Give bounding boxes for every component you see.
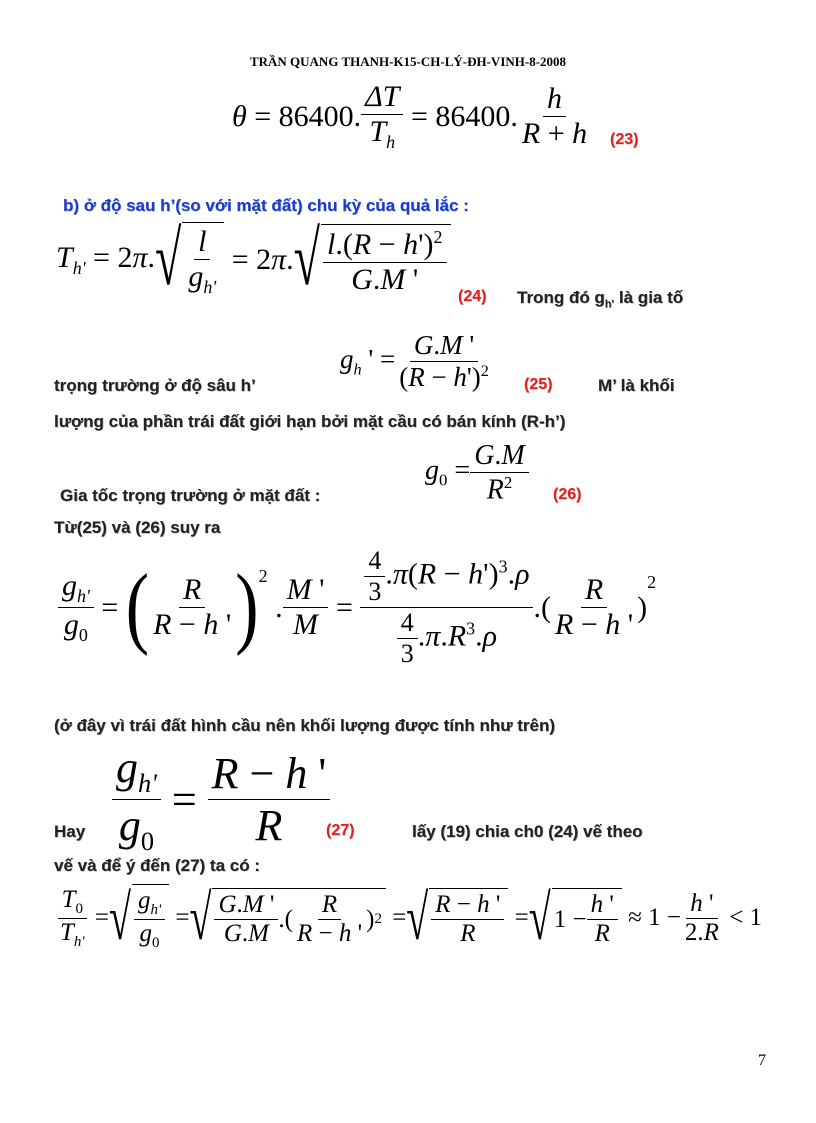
equation-25-label: (25) [524, 376, 553, 393]
text-24-main: Trong đó g [517, 288, 605, 307]
text-hay: Hay [54, 822, 86, 841]
text-mass: lượng của phần trái đất giới hạn bởi mặt cầu có bán kính (R-h’) [54, 412, 566, 431]
text-24-end: là gia tố [618, 288, 684, 307]
text-25-left: trọng trường ở độ sâu h’ [54, 376, 256, 395]
equation-23: θ = 86400. $\frac{\Delta T}{T_h}$ = 86400. $\frac{h}{R + h}$ [232, 80, 588, 152]
equation-26-label: (26) [553, 486, 582, 503]
equation-27: $\frac{g_{h'}}{g_0}$ = $\frac{R - h '}{R}$ [112, 742, 330, 857]
equation-24: $T_{h'} = 2\pi$. √ $\frac{l}{g_{h'}}$ = 2 π . √ $\frac{l.(R - h')^2}{G.M '}$ [56, 222, 451, 298]
text-25-right: M’ là khối [598, 376, 675, 395]
equation-26: $g_0$ = $\frac{G.M}{R^2}$ [425, 440, 529, 506]
text-ve: vế và để ý đến (27) ta có : [54, 856, 260, 875]
text-27-right: lấy (19) chia ch0 (24) vế theo [412, 822, 643, 841]
text-note: (ở đây vì trái đất hình cầu nên khối lượng được tính như trên) [54, 716, 556, 735]
text-from: Từ(25) và (26) suy ra [54, 518, 221, 537]
text-24 [517, 288, 683, 310]
equation-24-label: (24) [458, 288, 487, 305]
equation-27-label: (27) [326, 822, 355, 839]
equation-ratio: $\frac{g_{h'}}{g_0}$ = ( $\frac{R}{R - h '}$ ) $^2$ . $\frac{M '}{M}$ = $\frac{4}{3}$ $.\pi(R - h')^3.\rho$ $\frac{4}{3}$ $.\pi.R^3.\rho$ .( $\frac{R}{R - h '}$ ) $^2$ [58, 546, 656, 669]
equation-final: $\frac{T_0}{T_{h'}}$ = √ $\frac{g_{h'}}{g_0}$ = √ $\frac{G.M '}{G.M}$ .( $\frac{R}{R - h '}$ ) 2 = √ $\frac{R - h '}{R}$ = √ 1 − $\frac{h '}{R}$ ≈ 1 − $\frac{h '}{2.R}$ < 1 [56, 884, 762, 952]
text-24-sub: h' [604, 298, 615, 311]
equation-25: $g_h$ ' = $\frac{G.M '}{(R - h')^2}$ [340, 330, 489, 392]
section-b-heading: b) ở độ sau h’(so với mặt đất) chu kỳ của quả lắc : [63, 196, 469, 215]
text-26-left: Gia tốc trọng trường ở mặt đất : [60, 486, 321, 505]
page-number: 7 [758, 1052, 766, 1069]
page-header: TRẦN QUANG THANH-K15-CH-LÝ-ĐH-VINH-8-2008 [249, 54, 567, 69]
equation-23-label: (23) [610, 131, 639, 148]
